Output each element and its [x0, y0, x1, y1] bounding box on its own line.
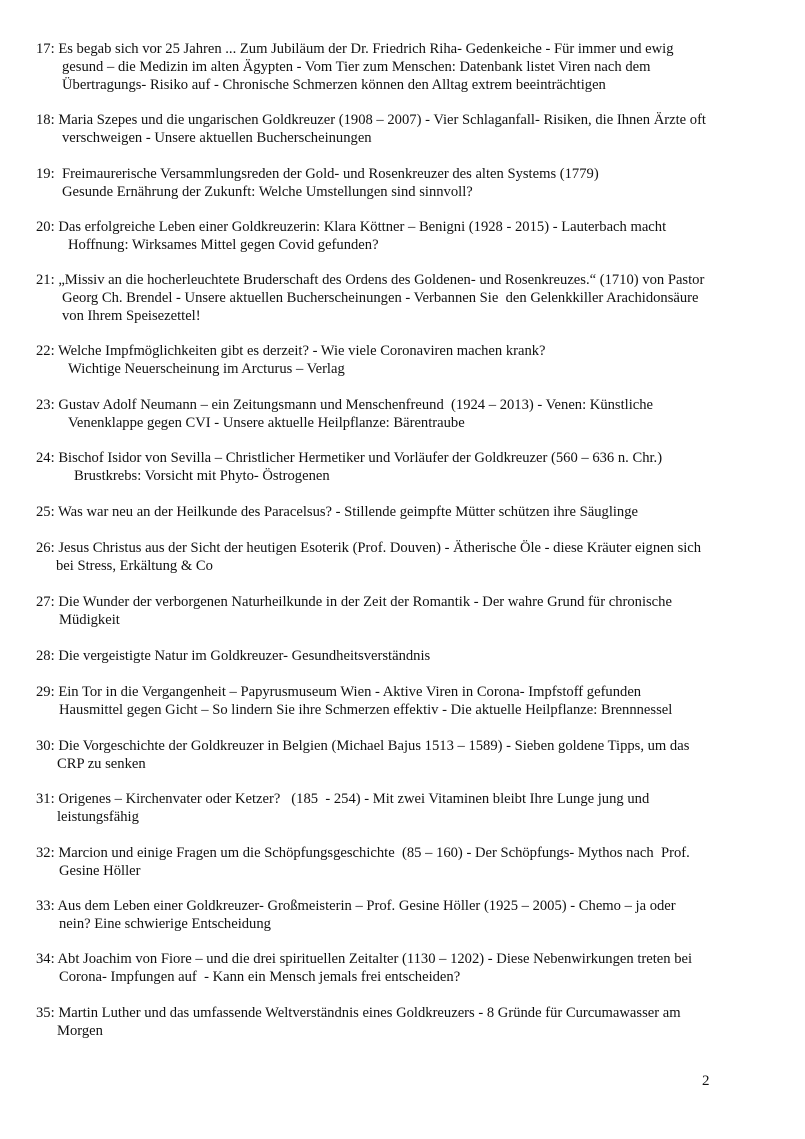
entry-text: Abt Joachim von Fiore – und die drei spirituellen Zeitalter (1130 – 1202) - Diese Nebenwirkungen treten bei — [57, 951, 693, 967]
entry-number: 31: — [36, 791, 55, 807]
entry-number: 33: — [36, 898, 55, 914]
entry-number: 28: — [36, 648, 55, 664]
entry-number: 26: — [36, 540, 55, 556]
entry-first-line — [36, 647, 776, 665]
entry-text: Es begab sich vor 25 Jahren ... Zum Jubiläum der Dr. Friedrich Riha- Gedenkeiche - Für immer und ewig — [58, 41, 674, 57]
entry-continuation-line: Hausmittel gegen Gicht – So lindern Sie ihre Schmerzen effektiv - Die aktuelle Heilpflanze: Brennnessel — [59, 702, 673, 718]
entry-first-line — [36, 165, 776, 183]
toc-entry — [36, 647, 776, 665]
entry-number: 18: — [36, 112, 55, 128]
entry-text: Das erfolgreiche Leben einer Goldkreuzerin: Klara Köttner – Benigni (1928 - 2015) - Lauterbach macht — [58, 219, 667, 235]
entry-continuation-line: leistungsfähig — [57, 809, 139, 825]
entry-first-line — [36, 449, 776, 467]
entry-first-line — [36, 218, 776, 236]
entry-number: 22: — [36, 343, 55, 359]
entry-continuation-line: Gesine Höller — [59, 863, 141, 879]
entry-text: Freimaurerische Versammlungsreden der Gold- und Rosenkreuzer des alten Systems (1779) — [58, 166, 599, 182]
entry-text: Die Wunder der verborgenen Naturheilkunde in der Zeit der Romantik - Der wahre Grund für chronische — [58, 594, 672, 610]
entry-number: 27: — [36, 594, 55, 610]
entry-continuation-line: CRP zu senken — [57, 756, 146, 772]
entry-continuation-line: Übertragungs- Risiko auf - Chronische Schmerzen können den Alltag extrem beeinträchtigen — [62, 77, 606, 93]
entry-number: 17: — [36, 41, 55, 57]
entry-number: 20: — [36, 219, 55, 235]
toc-entry — [36, 342, 776, 378]
toc-entry — [36, 539, 776, 575]
entry-continuation-line: bei Stress, Erkältung & Co — [56, 558, 213, 574]
entry-continuation-line: Morgen — [57, 1023, 103, 1039]
toc-entry — [36, 271, 776, 325]
entry-text: Bischof Isidor von Sevilla – Christlicher Hermetiker und Vorläufer der Goldkreuzer (560 – 636 n. Chr.) — [58, 450, 663, 466]
entry-continuation-line: Venenklappe gegen CVI - Unsere aktuelle Heilpflanze: Bärentraube — [68, 415, 465, 431]
toc-entry — [36, 790, 776, 826]
entry-text: Jesus Christus aus der Sicht der heutigen Esoterik (Prof. Douven) - Ätherische Öle - diese Kräuter eignen sich — [58, 540, 702, 556]
entry-continuation-line: Georg Ch. Brendel - Unsere aktuellen Bucherscheinungen - Verbannen Sie den Gelenkkiller Arachidonsäure — [62, 290, 699, 306]
toc-entry — [36, 218, 776, 254]
entry-first-line — [36, 1004, 776, 1022]
toc-entry — [36, 165, 776, 201]
toc-entry — [36, 40, 776, 94]
toc-entry — [36, 683, 776, 719]
toc-entry — [36, 593, 776, 629]
entry-text: Gustav Adolf Neumann – ein Zeitungsmann und Menschenfreund (1924 – 2013) - Venen: Künstliche — [58, 397, 654, 413]
entry-continuation-line: gesund – die Medizin im alten Ägypten - Vom Tier zum Menschen: Datenbank listet Viren nach dem — [62, 59, 651, 75]
entry-number: 24: — [36, 450, 55, 466]
entry-continuation-line: Hoffnung: Wirksames Mittel gegen Covid gefunden? — [68, 237, 379, 253]
entry-text: „Missiv an die hocherleuchtete Bruderschaft des Ordens des Goldenen- und Rosenkreuzes.“ (1710) von Pastor — [58, 272, 705, 288]
toc-entry — [36, 396, 776, 432]
entry-continuation-line: von Ihrem Speisezettel! — [62, 308, 201, 324]
entry-first-line — [36, 539, 776, 557]
entry-text: Welche Impfmöglichkeiten gibt es derzeit? - Wie viele Coronaviren machen krank? — [58, 343, 546, 359]
entry-continuation-line: Wichtige Neuerscheinung im Arcturus – Verlag — [68, 361, 345, 377]
entry-number: 29: — [36, 684, 55, 700]
entry-first-line — [36, 342, 776, 360]
entry-text: Die Vorgeschichte der Goldkreuzer in Belgien (Michael Bajus 1513 – 1589) - Sieben goldene Tipps, um das — [58, 738, 690, 754]
entry-first-line — [36, 950, 776, 968]
entry-number: 34: — [36, 951, 55, 967]
entry-text: Aus dem Leben einer Goldkreuzer- Großmeisterin – Prof. Gesine Höller (1925 – 2005) - Chemo – ja oder — [57, 898, 676, 914]
toc-entry — [36, 1004, 776, 1040]
toc-entry — [36, 737, 776, 773]
entry-first-line — [36, 111, 776, 129]
toc-entry — [36, 111, 776, 147]
entry-first-line — [36, 503, 776, 521]
entry-continuation-line: nein? Eine schwierige Entscheidung — [59, 916, 271, 932]
entry-number: 25: — [36, 504, 55, 520]
toc-entry — [36, 950, 776, 986]
entry-first-line — [36, 844, 776, 862]
toc-entry — [36, 844, 776, 880]
entry-first-line — [36, 271, 776, 289]
entry-continuation-line: Gesunde Ernährung der Zukunft: Welche Umstellungen sind sinnvoll? — [62, 184, 473, 200]
entry-continuation-line: Brustkrebs: Vorsicht mit Phyto- Östrogenen — [74, 468, 330, 484]
entry-text: Marcion und einige Fragen um die Schöpfungsgeschichte (85 – 160) - Der Schöpfungs- Mythos nach Prof. — [58, 845, 690, 861]
entry-number: 19: — [36, 166, 55, 182]
entry-first-line — [36, 40, 776, 58]
entry-first-line — [36, 737, 776, 755]
entry-continuation-line: Müdigkeit — [59, 612, 120, 628]
toc-entry — [36, 503, 776, 521]
entry-first-line — [36, 593, 776, 611]
entry-number: 23: — [36, 397, 55, 413]
entry-continuation-line: verschweigen - Unsere aktuellen Bucherscheinungen — [62, 130, 372, 146]
entry-number: 21: — [36, 272, 55, 288]
entry-text: Ein Tor in die Vergangenheit – Papyrusmuseum Wien - Aktive Viren in Corona- Impfstoff gefunden — [58, 684, 642, 700]
entry-number: 32: — [36, 845, 55, 861]
entry-first-line — [36, 396, 776, 414]
entry-first-line — [36, 790, 776, 808]
toc-entry — [36, 449, 776, 485]
page-number: 2 — [702, 1073, 710, 1089]
entry-text: Maria Szepes und die ungarischen Goldkreuzer (1908 – 2007) - Vier Schlaganfall- Risiken, die Ihnen Ärzte oft — [58, 112, 706, 128]
entry-text: Die vergeistigte Natur im Goldkreuzer- Gesundheitsverständnis — [58, 648, 431, 664]
entry-first-line — [36, 897, 776, 915]
entry-text: Was war neu an der Heilkunde des Paracelsus? - Stillende geimpfte Mütter schützen ihre Säuglinge — [58, 504, 639, 520]
entry-number: 30: — [36, 738, 55, 754]
toc-entry — [36, 897, 776, 933]
entry-first-line — [36, 683, 776, 701]
entry-continuation-line: Corona- Impfungen auf - Kann ein Mensch jemals frei entscheiden? — [59, 969, 461, 985]
entry-number: 35: — [36, 1005, 55, 1021]
entry-text: Origenes – Kirchenvater oder Ketzer? (185 - 254) - Mit zwei Vitaminen bleibt Ihre Lunge jung und — [58, 791, 650, 807]
entry-text: Martin Luther und das umfassende Weltverständnis eines Goldkreuzers - 8 Gründe für Curcumawasser am — [58, 1005, 681, 1021]
